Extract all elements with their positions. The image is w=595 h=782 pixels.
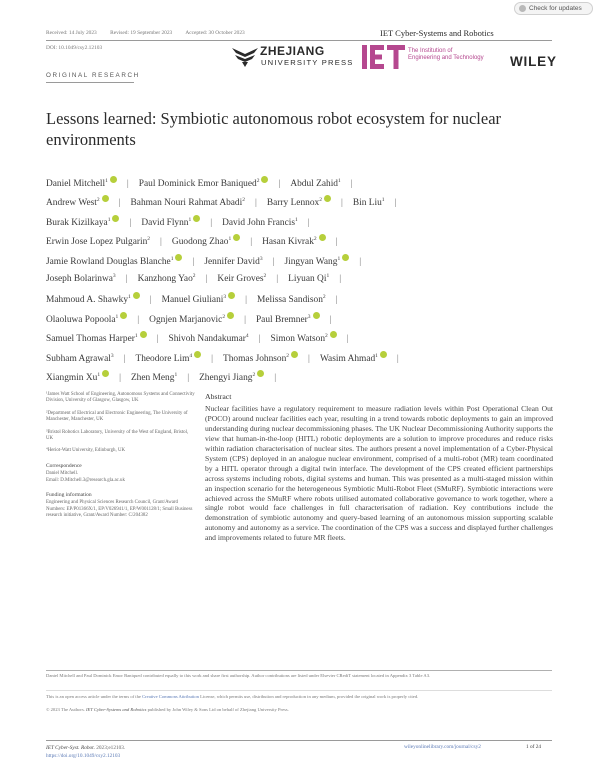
author-line (46, 234, 556, 253)
author-separator: | (346, 334, 349, 345)
author-affiliation-number: 1 (134, 333, 138, 339)
equal-contribution-note: Daniel Mitchell and Paul Dominick Emor Baniqued contributed equally to this work and share first authorship. Author contributions are listed under Elsevier CRediT statement located in Appendix 3 Table A3. (46, 673, 431, 678)
correspondence-heading: Correspondence (46, 462, 82, 469)
orcid-icon[interactable] (110, 176, 117, 183)
orcid-icon[interactable] (313, 312, 320, 319)
author-name[interactable]: Thomas Johnson (223, 353, 287, 364)
author-separator: | (187, 372, 190, 383)
orcid-icon[interactable] (112, 215, 119, 222)
orcid-icon[interactable] (140, 331, 147, 338)
zju-emblem-logo (232, 44, 258, 68)
revised-date: Revised: 19 September 2023 (110, 30, 173, 36)
abstract-section (205, 392, 553, 543)
author-line (46, 370, 556, 389)
affiliation-1: ¹James Watt School of Engineering, Autonomous Systems and Connectivity Division, University of Glasgow, Glasgow, UK (46, 392, 195, 404)
orcid-icon[interactable] (133, 292, 140, 299)
author-affiliation-number: 1 (228, 236, 232, 243)
received-date: Received: 14 July 2023 (46, 30, 97, 36)
author-affiliation-number: 2 (256, 177, 260, 184)
footer-citation-number: 2023;e12103. (94, 745, 126, 751)
author-name[interactable]: Wasim Ahmad (319, 353, 376, 364)
author-affiliation-number: 3 (112, 272, 116, 279)
author-separator: | (335, 295, 338, 306)
article-type: ORIGINAL RESEARCH (46, 72, 140, 79)
footer-citation (46, 744, 125, 760)
author-affiliation-number: 3 (259, 255, 263, 262)
author-name[interactable]: Abdul Zahid (290, 179, 338, 189)
zju-logo-name: ZHEJIANG (260, 44, 325, 58)
author-separator: | (329, 314, 332, 325)
author-affiliation-number: 3 (307, 313, 311, 320)
copyright-end: published by John Wiley & Sons Ltd on behalf of Zhejiang University Press. (146, 707, 289, 712)
author-affiliation-number: 2 (222, 313, 226, 320)
check-for-updates-label: Check for updates (529, 5, 582, 12)
author-separator: | (123, 353, 126, 364)
author-line (46, 254, 556, 273)
page-number: 1 of 24 (526, 744, 542, 750)
author-name[interactable]: Paul Dominick Emor Baniqued (138, 179, 257, 189)
orcid-icon[interactable] (319, 234, 326, 241)
author-name[interactable]: Liyuan Qi (288, 274, 327, 285)
author-name[interactable]: Andrew West (46, 198, 97, 209)
author-separator: | (119, 372, 121, 383)
orcid-icon[interactable] (228, 292, 235, 299)
copyright-note (46, 707, 552, 712)
iet-text-line-2: Engineering and Technology (408, 55, 484, 61)
license-link[interactable]: Creative Commons Attribution (142, 694, 199, 699)
affiliation-4: ⁴Heriot-Watt University, Edinburgh, UK (46, 448, 126, 454)
author-separator: | (160, 237, 162, 248)
author-name[interactable]: David John Francis (222, 217, 296, 228)
author-name[interactable]: Mahmoud A. Shawky (46, 295, 129, 306)
author-separator: | (340, 198, 343, 209)
author-line (46, 331, 556, 350)
iet-logo (362, 45, 406, 69)
orcid-icon[interactable] (120, 312, 127, 319)
author-name[interactable]: Burak Kizilkaya (46, 217, 108, 228)
author-separator: | (278, 179, 281, 189)
funding-heading: Funding information (46, 492, 92, 499)
affiliation-3: ³Bristol Robotics Laboratory, University of the West of England, Bristol, UK (46, 429, 189, 442)
author-separator: | (129, 217, 132, 228)
author-affiliation-number: 2 (96, 197, 100, 204)
author-name[interactable]: Guodong Zhao (171, 237, 229, 248)
author-name[interactable]: Jamie Rowland Douglas Blanche (46, 256, 171, 267)
author-separator: | (308, 353, 310, 364)
author-affiliation-number: 1 (381, 197, 385, 204)
author-separator: | (258, 334, 261, 345)
author-affiliation-number: 3 (223, 294, 227, 301)
author-separator: | (211, 353, 214, 364)
author-name[interactable]: Jennifer David (204, 256, 260, 267)
author-line (46, 351, 556, 370)
orcid-icon[interactable] (194, 351, 201, 358)
author-separator: | (192, 256, 195, 267)
author-name[interactable]: Daniel Mitchell (46, 179, 106, 189)
iet-logo-text (408, 48, 493, 62)
author-separator: | (394, 198, 397, 209)
author-affiliation-number: 2 (242, 197, 245, 204)
author-affiliation-number: 1 (174, 371, 178, 378)
author-separator: | (118, 198, 121, 209)
author-separator: | (274, 372, 277, 383)
author-affiliation-number: 1 (115, 313, 119, 320)
orcid-icon[interactable] (324, 195, 331, 202)
author-affiliation-number: 1 (105, 177, 108, 184)
author-affiliation-number: 1 (326, 272, 330, 279)
author-line (46, 215, 556, 234)
author-name[interactable]: Simon Watson (270, 334, 326, 345)
article-dates (46, 30, 257, 36)
journal-name[interactable]: IET Cyber-Systems and Robotics (380, 28, 494, 38)
author-separator: | (350, 179, 353, 189)
author-affiliation-number: 2 (322, 294, 326, 301)
header-divider (46, 40, 552, 41)
author-name[interactable]: Keir Groves (217, 274, 264, 285)
footer-journal-url[interactable]: wileyonlinelibrary.com/journal/csy2 (404, 744, 481, 750)
author-separator: | (126, 179, 129, 189)
author-affiliation-number: 1 (375, 352, 378, 359)
orcid-icon[interactable] (175, 254, 182, 261)
author-separator: | (149, 295, 152, 306)
author-name[interactable]: Samuel Thomas Harper (46, 334, 135, 345)
author-name[interactable]: Manuel Giuliani (161, 295, 224, 306)
author-affiliation-number: 1 (170, 255, 174, 262)
copyright-journal: IET Cyber-Systems and Robotics (86, 707, 147, 712)
funding-text: Engineering and Physical Sciences Research Council, Grant/Award Numbers: EP/P01366X/1, EP/V026941/1, EP/W001128/1; Small Business research initiative, Grant/Award Number: C/204382 (46, 500, 193, 519)
iet-text-line-1: The Institution of (408, 48, 453, 54)
author-name[interactable]: Xiangmin Xu (46, 372, 98, 383)
abstract-heading: Abstract (205, 392, 232, 401)
orcid-icon[interactable] (330, 331, 337, 338)
author-separator: | (205, 274, 208, 285)
author-affiliation-number: 1 (188, 216, 192, 223)
orcid-icon[interactable] (342, 254, 349, 261)
orcid-icon[interactable] (233, 234, 240, 241)
author-line (46, 176, 556, 195)
author-separator: | (276, 274, 279, 285)
author-affiliation-number: 2 (325, 333, 328, 339)
author-name[interactable]: Barry Lennox (266, 198, 320, 209)
author-affiliation-number: 2 (286, 352, 290, 359)
footer-divider (46, 740, 552, 741)
author-affiliation-number: 1 (338, 177, 341, 184)
author-separator: | (272, 256, 275, 267)
accepted-date: Accepted: 30 October 2023 (185, 30, 245, 36)
author-name[interactable]: Kanzhong Yao (137, 274, 193, 285)
author-name[interactable]: Olaoluwa Popoola (46, 314, 116, 325)
author-affiliation-number: 2 (252, 371, 256, 378)
footer-doi-link[interactable]: https://doi.org/10.1049/csy2.12103 (46, 753, 121, 759)
author-name[interactable]: Zhengyi Jiang (199, 372, 253, 383)
abstract-text: Nuclear facilities have a regulatory requirement to measure radiation levels within Post Operational Clean Out (POCO) around nuclear facilities each year, resulting in a trend towards robotic deployments to gain an improved understanding during nuclear decommissioning phases. The UK Nuclear Decommissioning Authority supports the view that human-in-the-loop (HITL) robotic deployments are a solution to improve procedures and reduce risks within radiation characterisation of nuclear sites. The authors present a novel implementation of a Cyber-Physical System (CPS) deployed in an analogue nuclear environment, comprised of a multi-robot (MR) team coordinated by a HITL operator through a digital twin interface. The development of the CPS created efficient partnerships across systems including robots, digital systems and human. This was presented as a multi-staged mission within an inspection scenario for the heterogeneous Symbiotic Multi-Robot Fleet (SMuRF). Symbiotic interactions were achieved across the SMuRF where robots utilised automated collaborative governance to work together, where a single robot would face challenges in full characterisation of radiation. Key contributions include the demonstration of symbiotic autonomy and query-based learning of an autonomous mission supporting scalable autonomy and autonomy as a service. The coordination of the CPS was a success and displayed further challenges and improvements related to future MR fleets. (205, 403, 553, 543)
license-note (46, 690, 552, 700)
orcid-icon[interactable] (102, 370, 109, 377)
author-line (46, 273, 556, 292)
orcid-icon[interactable] (380, 351, 387, 358)
author-name[interactable]: Ognjen Marjanovic (149, 314, 223, 325)
author-separator: | (307, 217, 310, 228)
author-affiliation-number: 4 (245, 333, 249, 339)
author-separator: | (359, 256, 362, 267)
author-affiliation-number: 1 (337, 255, 341, 262)
author-name[interactable]: David Flynn (141, 217, 189, 228)
article-type-underline (46, 82, 134, 83)
author-name[interactable]: Bin Liu (352, 198, 382, 209)
author-name[interactable]: Erwin Jose Lopez Pulgarin (46, 237, 148, 248)
orcid-icon[interactable] (257, 370, 264, 377)
copyright-start: © 2023 The Authors. (46, 707, 87, 712)
correspondence-name: Daniel Mitchell. (46, 471, 79, 477)
author-affiliation-number: 2 (263, 272, 267, 279)
author-name[interactable]: Theodore Lim (135, 353, 190, 364)
author-name[interactable]: Jingyan Wang (284, 256, 338, 267)
author-name[interactable]: Zhen Meng (130, 372, 175, 383)
author-affiliation-number: 2 (319, 197, 322, 204)
author-name[interactable]: Joseph Bolarinwa (46, 274, 113, 285)
author-name[interactable]: Melissa Sandison (257, 295, 323, 306)
affiliations-column (46, 392, 196, 520)
author-affiliation-number: 2 (192, 272, 196, 279)
author-list (46, 176, 556, 389)
author-separator: | (210, 217, 213, 228)
license-text-end: License, which permits use, distribution and reproduction in any medium, provided the original work is properly cited. (198, 694, 419, 699)
author-separator: | (396, 353, 399, 364)
author-separator: | (137, 314, 140, 325)
author-separator: | (156, 334, 159, 345)
author-line (46, 312, 556, 331)
zju-logo-subtitle: UNIVERSITY PRESS (261, 58, 354, 67)
author-separator: | (245, 295, 248, 306)
orcid-icon[interactable] (102, 195, 109, 202)
license-text-start: This is an open access article under the terms of the (46, 694, 143, 699)
paper-title: Lessons learned: Symbiotic autonomous robot ecosystem for nuclear environments (46, 109, 502, 149)
author-name[interactable]: Bahman Nouri Rahmat Abadi (130, 198, 243, 209)
author-separator: | (244, 314, 246, 325)
orcid-icon[interactable] (261, 176, 268, 183)
affiliation-2: ²Department of Electrical and Electronic Engineering, The University of Manchester, Manchester, UK (46, 410, 188, 423)
author-name[interactable]: Paul Bremner (255, 314, 308, 325)
author-affiliation-number: 2 (147, 236, 151, 243)
author-line (46, 292, 556, 311)
author-name[interactable]: Hasan Kivrak (262, 237, 314, 248)
article-doi[interactable]: DOI: 10.1049/csy2.12103 (46, 45, 103, 51)
correspondence-email[interactable]: Email: D.Mitchell.3@research.gla.ac.uk (46, 477, 125, 483)
author-separator: | (335, 237, 338, 248)
author-name[interactable]: Subham Agrawal (46, 353, 111, 364)
update-check-icon (519, 5, 526, 12)
author-separator: | (254, 198, 257, 209)
author-affiliation-number: 2 (313, 236, 317, 243)
author-name[interactable]: Shivoh Nandakumar (168, 334, 246, 345)
orcid-icon[interactable] (193, 215, 200, 222)
author-affiliation-number: 1 (107, 216, 111, 223)
author-affiliation-number: 4 (189, 352, 193, 359)
author-affiliation-number: 3 (110, 352, 114, 359)
author-affiliation-number: 1 (295, 216, 298, 223)
orcid-icon[interactable] (227, 312, 234, 319)
author-line (46, 195, 556, 214)
author-affiliation-number: 1 (97, 371, 101, 378)
author-separator: | (125, 274, 128, 285)
author-affiliation-number: 1 (128, 294, 131, 301)
wiley-logo: WILEY (510, 54, 557, 69)
footnotes-divider (46, 670, 552, 671)
author-separator: | (339, 274, 342, 285)
orcid-icon[interactable] (291, 351, 298, 358)
check-for-updates-button[interactable] (514, 2, 593, 15)
author-separator: | (250, 237, 253, 248)
footer-journal-abbrev: IET Cyber-Syst. Robot. (46, 745, 95, 751)
